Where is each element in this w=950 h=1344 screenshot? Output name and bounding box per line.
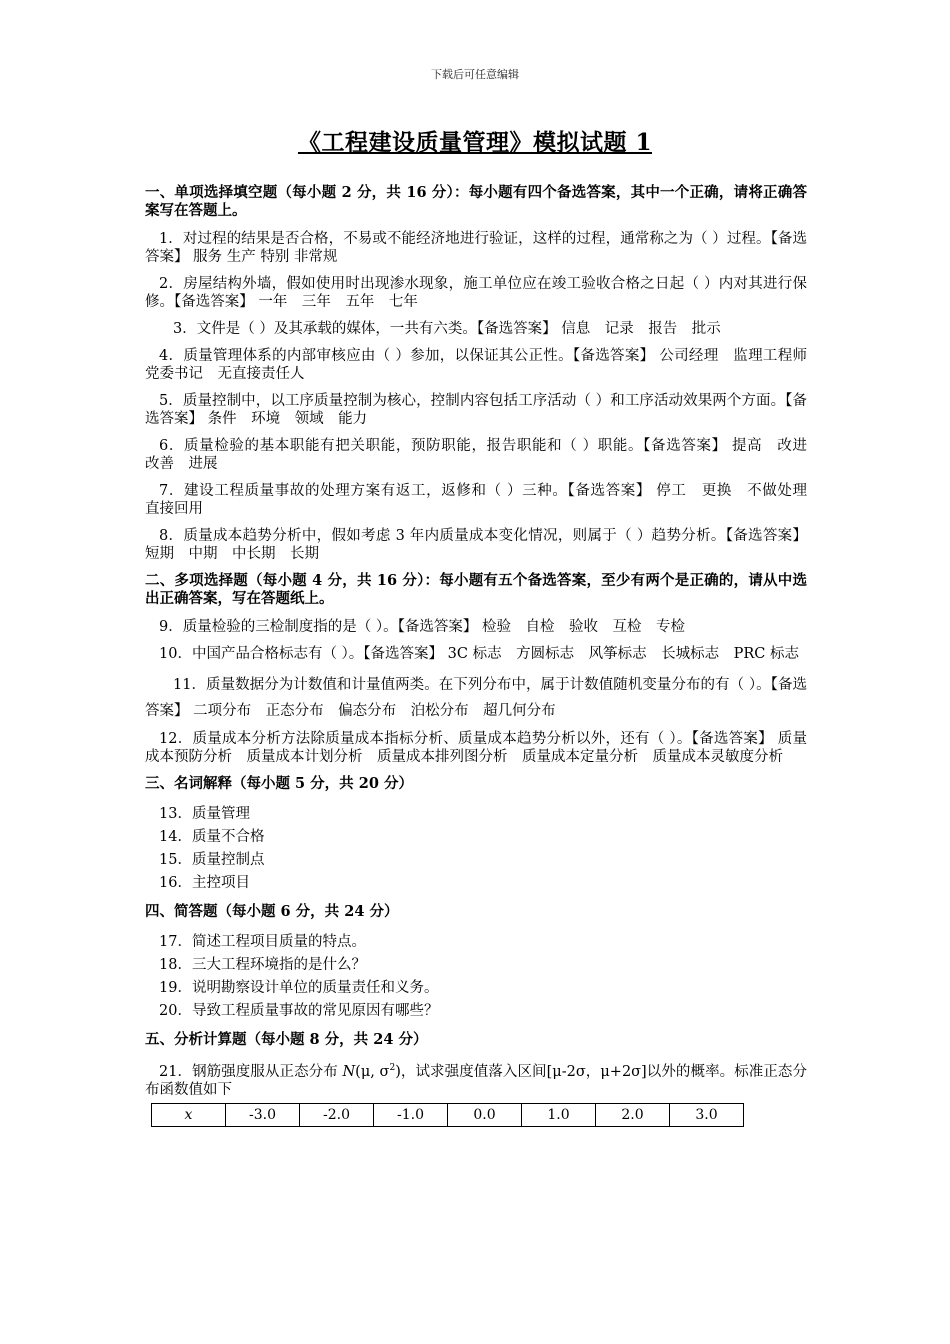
question-16: 16．主控项目 — [159, 875, 250, 891]
question-6: 6．质量检验的基本职能有把关职能，预防职能，报告职能和（ ）职能。【备选答案】 提高 改进 改善 进展 — [145, 438, 822, 472]
section-heading-3: 三、名词解释（每小题 5 分，共 20 分） — [145, 775, 413, 792]
question-9: 9．质量检验的三检制度指的是（ ）。【备选答案】 检验 自检 验收 互检 专检 — [159, 619, 685, 635]
table-cell: 3.0 — [670, 1103, 744, 1126]
exam-content — [145, 184, 822, 1127]
table-cell: 1.0 — [522, 1103, 596, 1126]
question-21-text-a: 21．钢筋强度服从正态分布 — [159, 1063, 343, 1080]
section-heading-2: 二、多项选择题（每小题 4 分，共 16 分）：每小题有五个备选答案，至少有两个是正确的，请从中选出正确答案，写在答题纸上。 — [145, 572, 807, 607]
table-header-cell: x — [152, 1103, 226, 1126]
question-21-symbol-n: N — [342, 1063, 356, 1080]
header-note: 下载后可任意编辑 — [431, 68, 519, 81]
term-list — [145, 803, 807, 895]
section-heading-5: 五、分析计算题（每小题 8 分，共 24 分） — [145, 1031, 428, 1048]
question-11: 11．质量数据分为计数值和计量值两类。在下列分布中，属于计数值随机变量分布的有（ ）。【备选答案】 二项分布 正态分布 偏态分布 泊松分布 超几何分布 — [145, 677, 807, 719]
question-10: 10．中国产品合格标志有（ ）。【备选答案】 3C 标志 方圆标志 风筝标志 长城标志 PRC 标志 — [159, 646, 799, 662]
question-19: 19．说明勘察设计单位的质量责任和义务。 — [159, 980, 439, 996]
short-answer-list — [145, 931, 807, 1023]
table-cell: 0.0 — [448, 1103, 522, 1126]
question-17: 17．简述工程项目质量的特点。 — [159, 934, 366, 950]
question-8: 8．质量成本趋势分析中，假如考虑 3 年内质量成本变化情况，则属于（ ）趋势分析。【备选答案】 短期 中期 中长期 长期 — [145, 528, 807, 562]
question-5: 5．质量控制中，以工序质量控制为核心，控制内容包括工序活动（ ）和工序活动效果两个方面。【备选答案】 条件 环境 领域 能力 — [145, 393, 807, 427]
question-4: 4．质量管理体系的内部审核应由（ ）参加，以保证其公正性。【备选答案】 公司经理 监理工程师 党委书记 无直接责任人 — [145, 348, 822, 382]
normal-distribution-table — [151, 1103, 744, 1127]
section-heading-4: 四、简答题（每小题 6 分，共 24 分） — [145, 903, 399, 920]
table-cell: -1.0 — [374, 1103, 448, 1126]
question-21-superscript: 2 — [389, 1063, 396, 1073]
question-12: 12．质量成本分析方法除质量成本指标分析、质量成本趋势分析以外，还有（ ）。【备选答案】 质量成本预防分析 质量成本计划分析 质量成本排列图分析 质量成本定量分析 质量成本灵敏度分析 — [145, 731, 807, 765]
page-title: 《工程建设质量管理》模拟试题 1 — [297, 129, 652, 156]
question-18: 18．三大工程环境指的是什么？ — [159, 957, 366, 973]
table-cell: -2.0 — [300, 1103, 374, 1126]
table-cell: -3.0 — [226, 1103, 300, 1126]
question-7: 7．建设工程质量事故的处理方案有返工，返修和（ ）三种。【备选答案】 停工 更换 不做处理 直接回用 — [145, 483, 822, 517]
table-cell: 2.0 — [596, 1103, 670, 1126]
question-21 — [145, 1059, 807, 1099]
question-21-text-c: )，试求强度值落入区间[μ-2σ，μ+2σ]以外的概率。标准正态分布函数值如下 — [145, 1063, 807, 1098]
question-2: 2．房屋结构外墙，假如使用时出现渗水现象，施工单位应在竣工验收合格之日起（ ）内对其进行保修。【备选答案】 一年 三年 五年 七年 — [145, 276, 807, 310]
table-row — [152, 1103, 744, 1126]
section-heading-1: 一、单项选择填空题（每小题 2 分，共 16 分）：每小题有四个备选答案，其中一个正确，请将正确答案写在答题上。 — [145, 184, 807, 219]
question-20: 20．导致工程质量事故的常见原因有哪些？ — [159, 1003, 439, 1019]
question-13: 13．质量管理 — [159, 806, 250, 822]
question-14: 14．质量不合格 — [159, 829, 265, 845]
question-15: 15．质量控制点 — [159, 852, 265, 868]
question-1: 1．对过程的结果是否合格，不易或不能经济地进行验证，这样的过程，通常称之为（ ）过程。【备选答案】 服务 生产 特别 非常规 — [145, 231, 807, 265]
question-21-text-b: (μ, σ — [355, 1063, 390, 1080]
question-3: 3．文件是（ ）及其承载的媒体，一共有六类。【备选答案】 信息 记录 报告 批示 — [173, 321, 721, 337]
